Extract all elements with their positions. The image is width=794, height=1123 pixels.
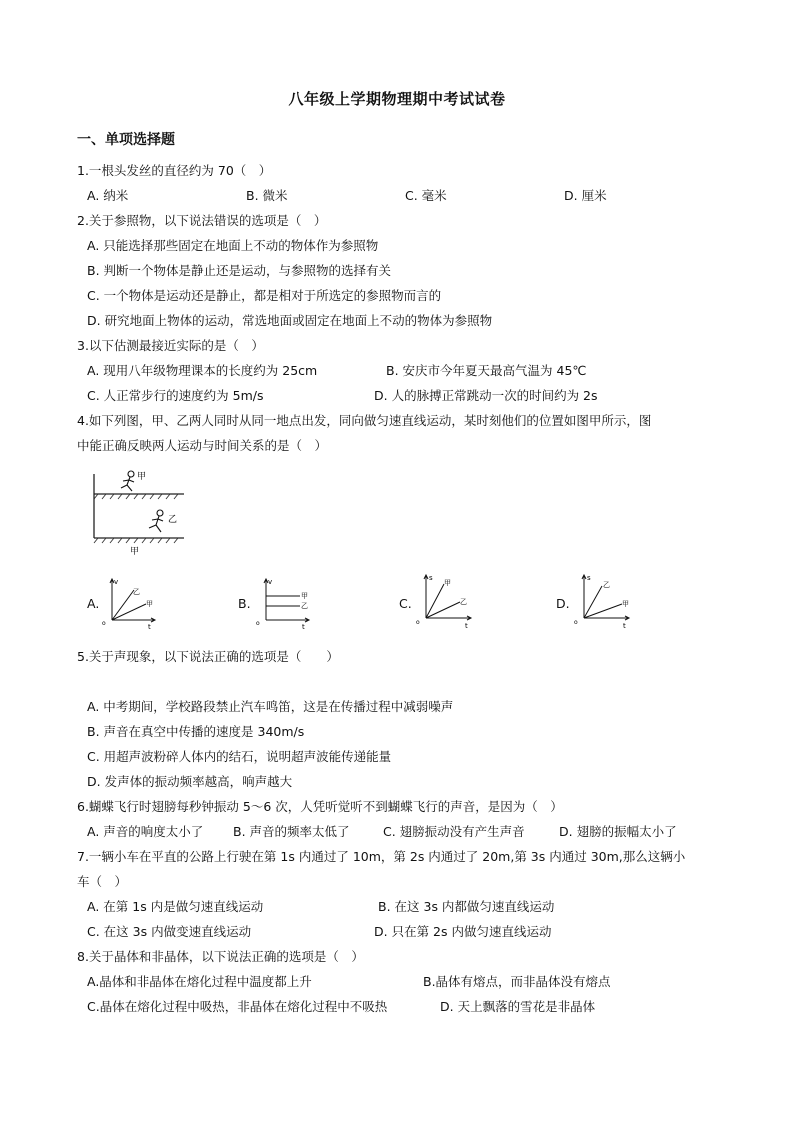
q1-option-a[interactable]: A. 纳米 <box>87 188 129 203</box>
graph-a-origin: o <box>102 620 106 627</box>
q2-option-b[interactable]: B. 判断一个物体是静止还是运动，与参照物的选择有关 <box>87 263 392 278</box>
q4-stem-line1: 4.如下列图，甲、乙两人同时从同一地点出发，同向做匀速直线运动，某时刻他们的位置如图甲所示，图 <box>77 413 652 428</box>
graph-a-line2-label: 甲 <box>146 600 153 608</box>
q3-option-b[interactable]: B. 安庆市今年夏天最高气温为 45℃ <box>386 363 587 378</box>
graph-b-yaxis: v <box>268 578 273 586</box>
q1-stem: 1.一根头发丝的直径约为 70（ ） <box>77 163 272 178</box>
q1-option-d[interactable]: D. 厘米 <box>564 188 607 203</box>
q6-option-c[interactable]: C. 翅膀振动没有产生声音 <box>383 824 525 839</box>
scene-label-jia: 甲 <box>137 472 147 482</box>
graph-b-origin: o <box>256 620 260 627</box>
graph-a-yaxis: v <box>114 578 119 586</box>
q1-option-b[interactable]: B. 微米 <box>246 188 288 203</box>
q4-graph-c[interactable] <box>414 570 476 630</box>
q3-stem: 3.以下估测最接近实际的是（ ） <box>77 338 264 353</box>
q7-stem-line2: 车（ ） <box>77 874 128 889</box>
q4-stem-line2: 中能正确反映两人运动与时间关系的是（ ） <box>77 438 328 453</box>
q6-option-d[interactable]: D. 翅膀的振幅太小了 <box>559 824 677 839</box>
scene-caption: 甲 <box>130 547 140 557</box>
exam-title: 八年级上学期物理期中考试试卷 <box>288 90 506 108</box>
graph-d-line1-label: 乙 <box>603 581 610 589</box>
graph-d-xaxis: t <box>623 622 626 630</box>
runner-yi-icon <box>149 510 163 532</box>
q7-option-d[interactable]: D. 只在第 2s 内做匀速直线运动 <box>374 924 552 939</box>
q8-stem: 8.关于晶体和非晶体，以下说法正确的选项是（ ） <box>77 949 364 964</box>
graph-c-origin: o <box>416 619 420 626</box>
graph-a-line1-label: 乙 <box>133 588 140 596</box>
q3-option-c[interactable]: C. 人正常步行的速度约为 5m/s <box>87 388 264 403</box>
runner-jia-icon <box>121 471 134 491</box>
graph-c-yaxis: s <box>429 574 433 582</box>
q5-stem: 5.关于声现象，以下说法正确的选项是（ ） <box>77 649 339 664</box>
graph-b-line2-label: 乙 <box>301 602 308 610</box>
graph-a-xaxis: t <box>148 623 151 630</box>
q1-option-c[interactable]: C. 毫米 <box>405 188 447 203</box>
graph-c-line1-label: 甲 <box>444 579 451 587</box>
q3-option-d[interactable]: D. 人的脉搏正常跳动一次的时间约为 2s <box>374 388 598 403</box>
q5-option-a[interactable]: A. 中考期间，学校路段禁止汽车鸣笛，这是在传播过程中减弱噪声 <box>87 699 454 714</box>
q4-option-a[interactable]: A. <box>87 596 100 611</box>
q4-option-d[interactable]: D. <box>556 596 570 611</box>
graph-b-xaxis: t <box>302 623 305 630</box>
q3-option-a[interactable]: A. 现用八年级物理课本的长度约为 25cm <box>87 363 318 378</box>
q4-graph-b[interactable] <box>254 574 314 630</box>
q8-option-c[interactable]: C.晶体在熔化过程中吸热，非晶体在熔化过程中不吸热 <box>87 999 388 1014</box>
q8-option-b[interactable]: B.晶体有熔点，而非晶体没有熔点 <box>423 974 611 989</box>
q8-option-a[interactable]: A.晶体和非晶体在熔化过程中温度都上升 <box>87 974 312 989</box>
scene-label-yi: 乙 <box>168 515 178 525</box>
q4-option-b[interactable]: B. <box>238 596 251 611</box>
graph-c-xaxis: t <box>465 622 468 630</box>
q2-option-d[interactable]: D. 研究地面上物体的运动，常选地面或固定在地面上不动的物体为参照物 <box>87 313 493 328</box>
q7-option-a[interactable]: A. 在第 1s 内是做匀速直线运动 <box>87 899 264 914</box>
section-heading: 一、单项选择题 <box>77 132 175 148</box>
q4-option-c[interactable]: C. <box>399 596 412 611</box>
q6-option-a[interactable]: A. 声音的响度太小了 <box>87 824 204 839</box>
q2-option-c[interactable]: C. 一个物体是运动还是静止，都是相对于所选定的参照物而言的 <box>87 288 442 303</box>
q7-stem-line1: 7.一辆小车在平直的公路上行驶在第 1s 内通过了 10m，第 2s 内通过了 20m,第 3s 内通过 30m,那么这辆小 <box>77 849 686 864</box>
q5-option-d[interactable]: D. 发声体的振动频率越高，响声越大 <box>87 774 293 789</box>
q2-option-a[interactable]: A. 只能选择那些固定在地面上不动的物体作为参照物 <box>87 238 379 253</box>
q6-stem: 6.蝴蝶飞行时翅膀每秒钟振动 5～6 次，人凭听觉听不到蝴蝶飞行的声音，是因为（ ） <box>77 799 563 814</box>
q5-option-b[interactable]: B. 声音在真空中传播的速度是 340m/s <box>87 724 305 739</box>
graph-d-yaxis: s <box>587 574 591 582</box>
q5-option-c[interactable]: C. 用超声波粉碎人体内的结石，说明超声波能传递能量 <box>87 749 392 764</box>
graph-d-origin: o <box>574 619 578 626</box>
graph-c-line2-label: 乙 <box>460 598 467 606</box>
q7-option-b[interactable]: B. 在这 3s 内都做匀速直线运动 <box>378 899 555 914</box>
q4-graph-a[interactable] <box>100 574 160 630</box>
q4-graph-d[interactable] <box>572 570 634 630</box>
q2-stem: 2.关于参照物，以下说法错误的选项是（ ） <box>77 213 327 228</box>
q4-scene-figure <box>84 466 188 558</box>
graph-d-line2-label: 甲 <box>622 600 629 608</box>
q6-option-b[interactable]: B. 声音的频率太低了 <box>233 824 350 839</box>
q8-option-d[interactable]: D. 天上飘落的雪花是非晶体 <box>440 999 596 1014</box>
graph-b-line1-label: 甲 <box>301 592 308 600</box>
q7-option-c[interactable]: C. 在这 3s 内做变速直线运动 <box>87 924 252 939</box>
